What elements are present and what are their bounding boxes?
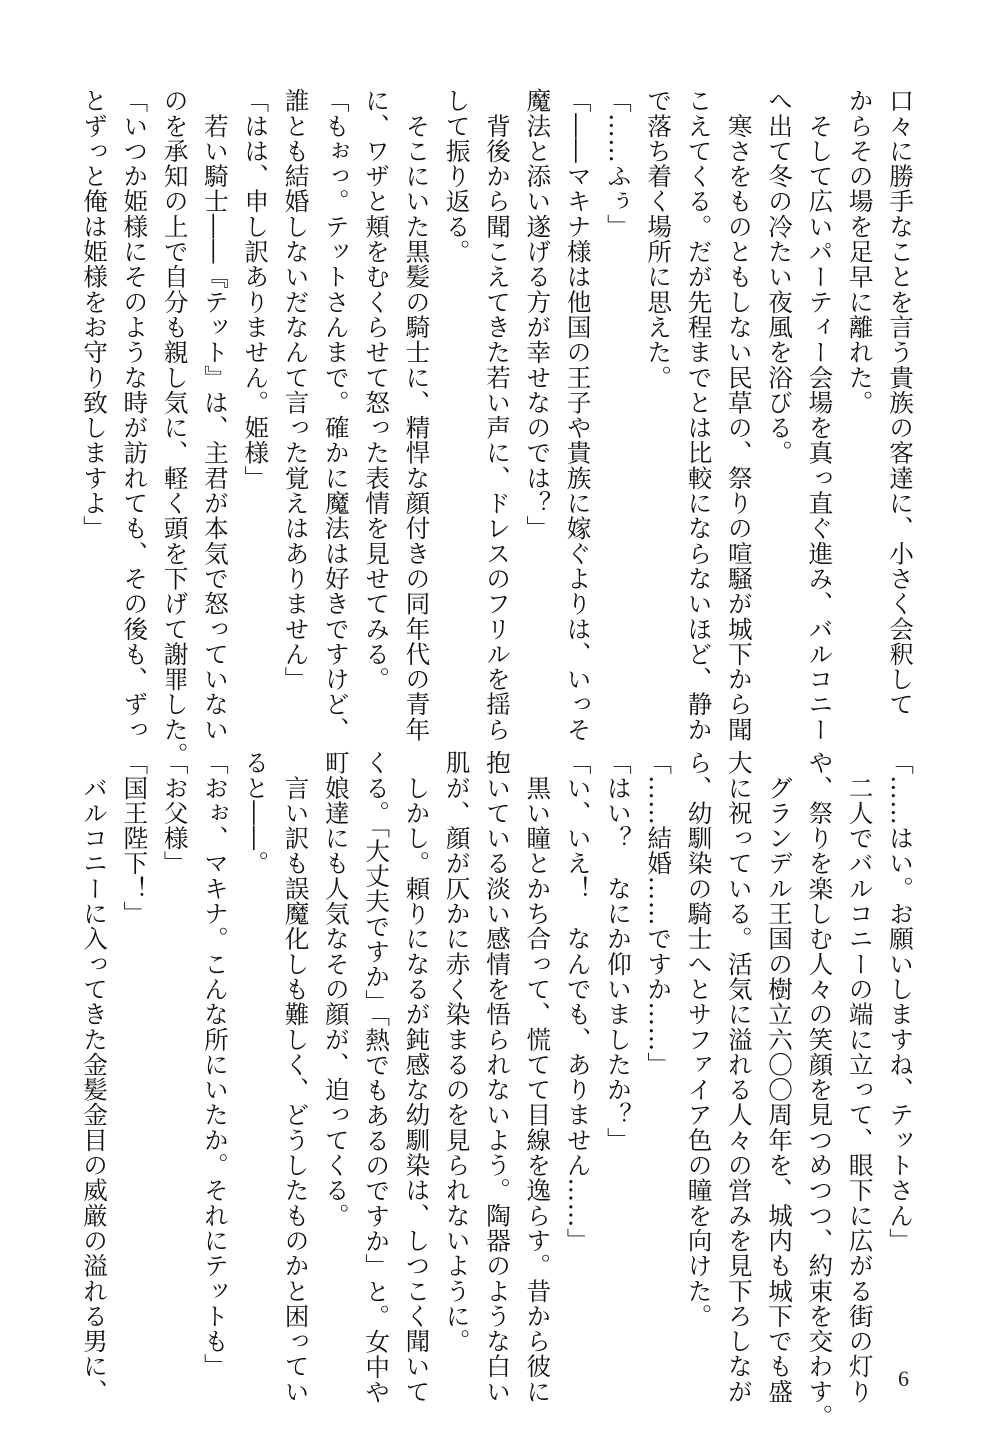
text-line: 口々に勝手なことを言う貴族の客達に、小さく会釈して (886, 88, 915, 717)
text-line: 「お父様」 (160, 750, 190, 876)
text-block-bottom (80, 750, 920, 1430)
text-line: 「おぉ、マキナ。こんな所にいたか。それにテットも」 (200, 750, 230, 1379)
text-line: のを承知の上で自分も親し気に、軽く頭を下げて謝罪した。 (160, 88, 190, 768)
text-line: とずっと俺は姫様をお守り致しますよ」 (80, 88, 110, 541)
text-block-top (80, 88, 920, 768)
text-line: 若い騎士――『テット』は、主君が本気で怒っていない (200, 88, 230, 742)
text-line: 「……ふぅ」 (603, 88, 633, 239)
text-line: バルコニーに入ってきた金髪金目の威厳の溢れる男に、 (80, 750, 110, 1404)
text-line: 「い、いえ！ なんでも、ありません……」 (563, 750, 593, 1253)
text-line: に、ワザと頬をむくらせて怒った表情を見せてみる。 (362, 88, 392, 692)
text-line: そこにいた黒髪の騎士に、精悍な顔付きの同年代の青年 (402, 88, 432, 742)
text-line: 「……結婚……ですか……」 (644, 750, 674, 1077)
text-line: 「はい？ なにか仰いましたか？」 (603, 750, 633, 1153)
text-line: 背後から聞こえてきた若い声に、ドレスのフリルを揺ら (483, 88, 513, 742)
text-line: 「いつか姫様にそのような時が訪れても、その後も、ずっ (120, 88, 150, 742)
text-line: 「もぉっ。テットさんまで。確かに魔法は好きですけど、 (321, 88, 351, 742)
text-line: 「はは、申し訳ありません。姫様」 (241, 88, 271, 491)
text-line: こえてくる。だが先程までとは比較にならないほど、静か (684, 88, 714, 742)
text-line: 「……はい。お願いしますね、テットさん」 (886, 750, 915, 1253)
text-line: ら、幼馴染の騎士へとサファイア色の瞳を向けた。 (684, 750, 714, 1329)
text-line: しかし。頼りになるが鈍感な幼馴染は、しつこく聞いて (402, 750, 432, 1404)
text-line: からその場を足早に離れた。 (845, 88, 875, 415)
text-line: くる。「大丈夫ですか」「熱でもあるのですか」と。女中や (362, 750, 392, 1405)
text-line: 魔法と添い遂げる方が幸せなのでは？」 (523, 88, 553, 541)
text-line: 誰とも結婚しないだなんて言った覚えはありません」 (281, 88, 311, 692)
text-line: 抱いている淡い感情を悟られないよう。陶器のような白い (483, 750, 513, 1404)
text-line: へ出て冬の冷たい夜風を浴びる。 (765, 88, 795, 466)
text-line: で落ち着く場所に思えた。 (644, 88, 674, 390)
text-line: や、祭りを楽しむ人々の笑顔を見つめつつ、約束を交わす。 (805, 750, 835, 1430)
text-line: ると――。 (241, 750, 271, 876)
text-line: 「――マキナ様は他国の王子や貴族に嫁ぐよりは、いっそ (563, 88, 593, 742)
page-number: 6 (898, 1366, 909, 1391)
text-line: 町娘達にも人気なその顔が、迫ってくる。 (321, 750, 351, 1228)
text-line: 二人でバルコニーの端に立って、眼下に広がる街の灯り (845, 750, 875, 1404)
text-line: 大に祝っている。活気に溢れる人々の営みを見下ろしなが (724, 750, 754, 1404)
text-line: 言い訳も誤魔化しも難しく、どうしたものかと困ってい (281, 750, 311, 1404)
text-line: グランデル王国の樹立六〇〇周年を、城内も城下でも盛 (765, 750, 795, 1404)
text-line: 黒い瞳とかち合って、慌てて目線を逸らす。昔から彼に (523, 750, 553, 1404)
text-line: そして広いパーティー会場を真っ直ぐ進み、バルコニー (805, 88, 835, 742)
text-line: 肌が、顔が仄かに赤く染まるのを見られないように。 (442, 750, 472, 1354)
text-line: して振り返る。 (442, 88, 472, 265)
text-line: 寒さをものともしない民草の、祭りの喧騒が城下から聞 (724, 88, 754, 742)
text-line: 「国王陛下！」 (120, 750, 150, 927)
